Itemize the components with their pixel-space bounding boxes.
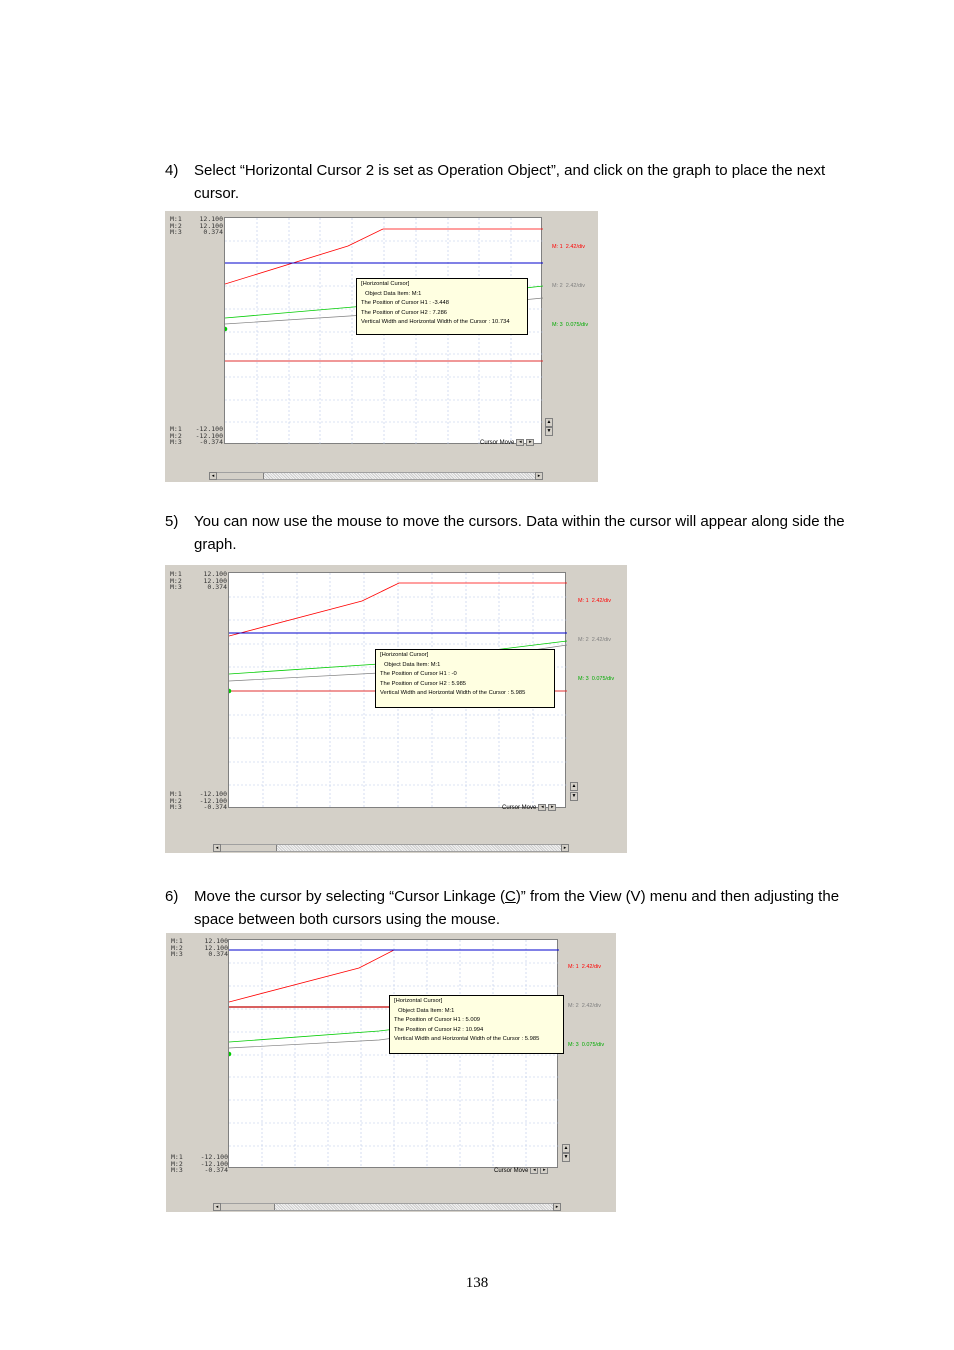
legend	[578, 569, 614, 712]
bottom-value: -12.100	[195, 425, 223, 433]
scroll-down-button[interactable]: ▼	[546, 428, 552, 434]
tooltip-title: [Horizontal Cursor]	[380, 652, 429, 658]
top-value: 12.100	[203, 570, 227, 578]
scroll-left-arrow[interactable]: ◂	[213, 844, 221, 852]
scroll-thumb[interactable]	[217, 473, 264, 479]
channel-label: M:2	[171, 1159, 183, 1168]
scroll-left-arrow[interactable]: ◂	[209, 472, 217, 480]
horizontal-scrollbar[interactable]	[213, 844, 569, 852]
channel-label: M:1	[170, 425, 182, 433]
waveform-svg	[229, 940, 559, 1169]
scroll-thumb[interactable]	[221, 845, 277, 851]
cursor-move-control	[480, 439, 534, 446]
step-text	[194, 885, 864, 931]
tooltip-item: Object Data Item: M:1	[398, 1007, 455, 1014]
top-values	[193, 571, 227, 591]
marker-dot	[229, 689, 231, 694]
horizontal-cursor-tooltip	[375, 649, 555, 708]
bottom-value: -0.374	[199, 438, 223, 446]
cursor-move-left-button[interactable]: ◂	[538, 804, 546, 811]
legend-ch1: M: 1 2.42/div	[578, 598, 612, 604]
bottom-value: -12.100	[200, 1159, 228, 1168]
step-text: You can now use the mouse to move the cursors. Data within the cursor will appear along side the graph.	[194, 513, 845, 553]
bottom-channel-labels	[171, 1154, 183, 1174]
channel-label: M:3	[170, 438, 182, 446]
channel-label: M:3	[170, 803, 182, 811]
scroll-down-button[interactable]: ▼	[563, 1154, 569, 1160]
cursor-move-label: Cursor Move	[502, 804, 537, 811]
cursor-move-left-button[interactable]: ◂	[530, 1167, 538, 1174]
step-text-underline: C	[504, 888, 516, 905]
bottom-value: -12.100	[199, 796, 227, 805]
top-value: 12.100	[204, 943, 228, 952]
tooltip-title: [Horizontal Cursor]	[361, 281, 410, 287]
marker-dot	[229, 1052, 231, 1057]
legend	[568, 935, 604, 1078]
channel-label: M:2	[171, 943, 183, 952]
bottom-channel-labels	[170, 791, 182, 811]
bottom-value: -12.100	[195, 431, 223, 440]
step-text-after: )” from the View (V) menu and then adjusting the space between both cursors using the mouse.	[194, 888, 840, 928]
top-value: 12.100	[204, 937, 228, 945]
bottom-value: -12.100	[200, 1153, 228, 1161]
waveform-plot[interactable]	[224, 217, 542, 444]
tooltip-h1: The Position of Cursor H1 : 5.009	[394, 1017, 481, 1024]
bottom-values	[192, 1154, 228, 1174]
bottom-value: -0.374	[203, 803, 227, 811]
tooltip-h2: The Position of Cursor H2 : 10.994	[394, 1026, 484, 1033]
waveform-plot[interactable]	[228, 572, 566, 808]
cursor-move-right-button[interactable]: ▸	[548, 804, 556, 811]
bottom-value: -12.100	[199, 790, 227, 798]
top-values	[194, 938, 228, 958]
horizontal-scrollbar[interactable]	[213, 1203, 561, 1211]
channel-label: M:2	[170, 576, 182, 585]
tooltip-h1: The Position of Cursor H1 : -3.448	[361, 300, 449, 307]
channel-label: M:1	[171, 1153, 183, 1161]
waveform-plot[interactable]	[228, 939, 558, 1168]
bottom-channel-labels	[170, 426, 182, 446]
top-channel-labels	[171, 938, 183, 958]
tooltip-width: Vertical Width and Horizontal Width of the Cursor : 5.985	[394, 1036, 540, 1043]
channel-label: M:2	[170, 796, 182, 805]
cursor-move-right-button[interactable]: ▸	[526, 439, 534, 446]
step-text: Select “Horizontal Cursor 2 is set as Operation Object”, and click on the graph to place the next cursor.	[194, 162, 826, 202]
channel-label: M:1	[171, 937, 183, 945]
channel-label: M:1	[170, 570, 182, 578]
top-channel-labels	[170, 216, 182, 236]
tooltip-width: Vertical Width and Horizontal Width of the Cursor : 5.985	[380, 690, 526, 697]
page-number: 138	[465, 1275, 489, 1291]
screenshot-cursor-linkage	[166, 933, 616, 1212]
channel-label: M:3	[171, 1166, 183, 1174]
legend-ch1: M: 1 2.42/div	[568, 964, 602, 970]
top-value: 12.100	[199, 215, 223, 223]
scroll-right-arrow[interactable]: ▸	[553, 1203, 561, 1211]
top-value: 12.100	[203, 576, 227, 585]
bottom-value: -0.374	[204, 1166, 228, 1174]
cursor-move-label: Cursor Move	[494, 1167, 529, 1174]
cursor-move-control	[494, 1167, 548, 1174]
tooltip-item: Object Data Item: M:1	[384, 661, 441, 668]
scroll-up-button[interactable]: ▲	[546, 419, 552, 425]
tooltip-title: [Horizontal Cursor]	[394, 998, 443, 1004]
bottom-values	[189, 426, 223, 446]
marker-dot	[225, 327, 227, 332]
top-value: 12.100	[199, 221, 223, 230]
channel-label: M:3	[170, 583, 182, 591]
tooltip-h2: The Position of Cursor H2 : 5.985	[380, 680, 467, 687]
tooltip-item: Object Data Item: M:1	[365, 290, 422, 297]
cursor-move-left-button[interactable]: ◂	[516, 439, 524, 446]
top-channel-labels	[170, 571, 182, 591]
tooltip-width: Vertical Width and Horizontal Width of the Cursor : 10.734	[361, 319, 510, 326]
scroll-up-button[interactable]: ▲	[563, 1145, 569, 1151]
top-values	[193, 216, 223, 236]
scroll-right-arrow[interactable]: ▸	[535, 472, 543, 480]
horizontal-cursor-tooltip	[389, 995, 564, 1054]
legend-ch1: M: 1 2.42/div	[552, 244, 586, 250]
channel-label: M:1	[170, 215, 182, 223]
scroll-right-arrow[interactable]: ▸	[561, 844, 569, 852]
step-number: 4)	[165, 162, 179, 179]
channel-label: M:3	[171, 950, 183, 958]
channel-label: M:3	[170, 228, 182, 236]
top-value: 0.374	[208, 950, 228, 958]
horizontal-cursor-tooltip	[356, 278, 528, 335]
screenshot-cursor-move	[165, 565, 627, 853]
channel-label: M:2	[170, 431, 182, 440]
top-value: 0.374	[207, 583, 227, 591]
step-number: 5)	[165, 513, 179, 530]
step-text-before: Move the cursor by selecting “Cursor Linkage (	[194, 888, 505, 905]
legend-ch2: M: 2 2.42/div	[552, 283, 586, 289]
bottom-values	[191, 791, 227, 811]
scroll-up-button[interactable]: ▲	[571, 783, 577, 789]
legend-ch2: M: 2 2.42/div	[568, 1003, 602, 1009]
top-value: 0.374	[203, 228, 223, 236]
legend	[552, 215, 588, 358]
cursor-move-control	[502, 804, 556, 811]
scroll-down-button[interactable]: ▼	[571, 793, 577, 799]
tooltip-h2: The Position of Cursor H2 : 7.286	[361, 309, 448, 316]
legend-ch2: M: 2 2.42/div	[578, 637, 612, 643]
tooltip-h1: The Position of Cursor H1 : -0	[380, 671, 457, 678]
legend-ch3: M: 3 0.075/div	[578, 676, 615, 682]
cursor-move-label: Cursor Move	[480, 439, 515, 446]
scroll-thumb[interactable]	[221, 1204, 275, 1210]
channel-label: M:1	[170, 790, 182, 798]
screenshot-cursor-placement	[165, 211, 598, 482]
step-number: 6)	[165, 888, 179, 905]
legend-ch3: M: 3 0.075/div	[552, 322, 589, 328]
horizontal-scrollbar[interactable]	[209, 472, 543, 480]
scroll-left-arrow[interactable]: ◂	[213, 1203, 221, 1211]
channel-label: M:2	[170, 221, 182, 230]
cursor-move-right-button[interactable]: ▸	[540, 1167, 548, 1174]
legend-ch3: M: 3 0.075/div	[568, 1042, 605, 1048]
